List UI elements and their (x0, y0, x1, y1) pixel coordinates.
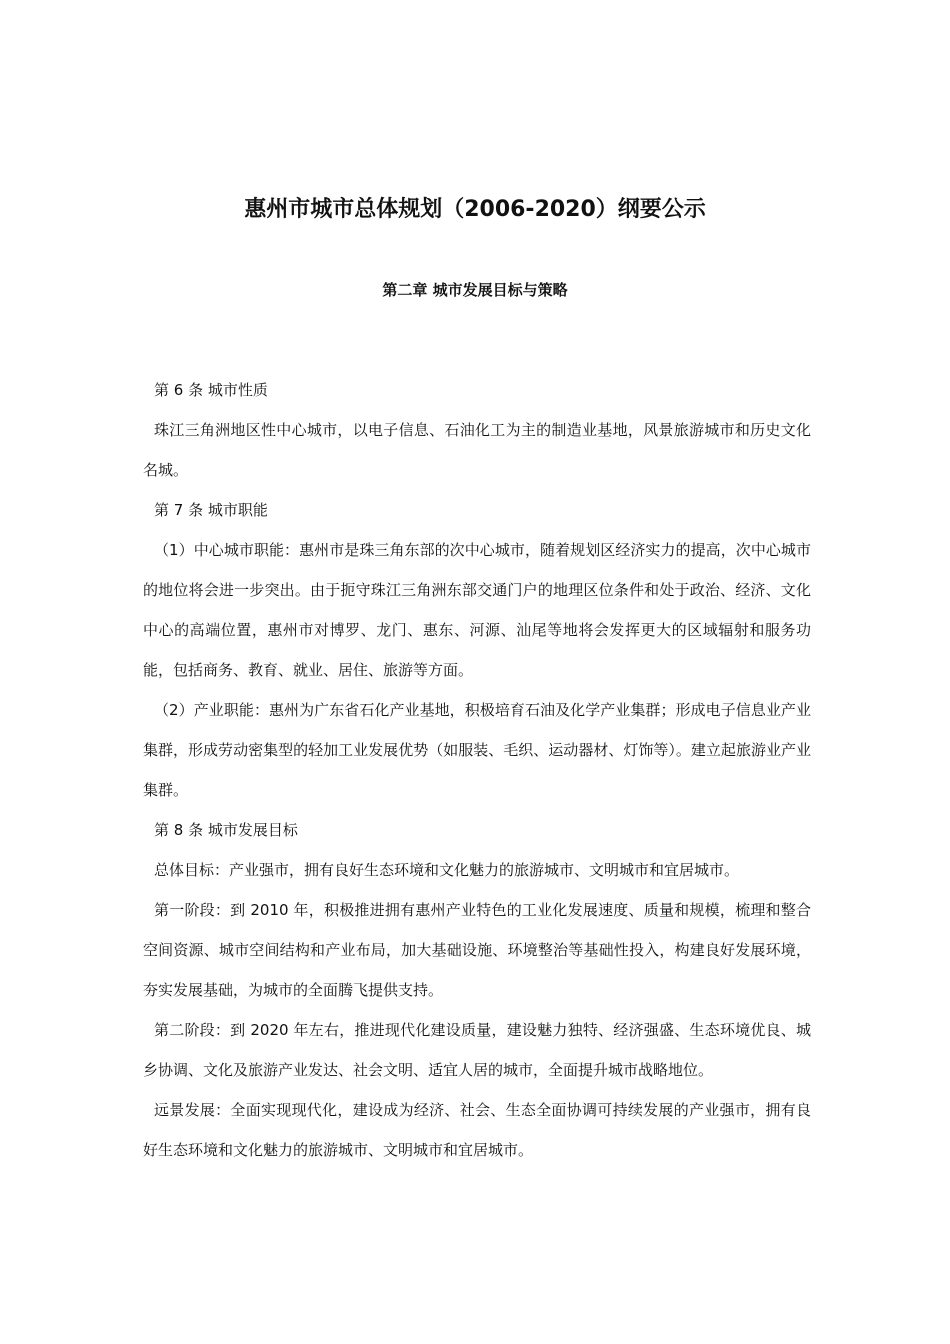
article-8-heading: 第 8 条 城市发展目标 (154, 821, 298, 839)
article-7-item-2: （2）产业职能：惠州为广东省石化产业基地，积极培育石油及化学产业集群；形成电子信息业产业集群，形成劳动密集型的轻加工业发展优势（如服装、毛织、运动器材、灯饰等）。建立起旅游业产业集群。 (143, 701, 811, 799)
article-8-overall-goal: 总体目标：产业强市，拥有良好生态环境和文化魅力的旅游城市、文明城市和宜居城市。 (154, 861, 740, 879)
article-6-heading: 第 6 条 城市性质 (154, 381, 268, 399)
chapter-title: 第二章 城市发展目标与策略 (382, 281, 568, 299)
document-title: 惠州市城市总体规划（2006-2020）纲要公示 (244, 197, 706, 222)
document-body (143, 370, 811, 1170)
article-8-stage-2: 第二阶段：到 2020 年左右，推进现代化建设质量，建设魅力独特、经济强盛、生态环境优良、城乡协调、文化及旅游产业发达、社会文明、适宜人居的城市，全面提升城市战略地位。 (143, 1021, 811, 1079)
article-7-heading: 第 7 条 城市职能 (154, 501, 268, 519)
article-8-long-term: 远景发展：全面实现现代化，建设成为经济、社会、生态全面协调可持续发展的产业强市，拥有良好生态环境和文化魅力的旅游城市、文明城市和宜居城市。 (143, 1101, 811, 1159)
article-6-text: 珠江三角洲地区性中心城市，以电子信息、石油化工为主的制造业基地，风景旅游城市和历史文化名城。 (143, 421, 811, 479)
article-7-item-1: （1）中心城市职能：惠州市是珠三角东部的次中心城市，随着规划区经济实力的提高，次中心城市的地位将会进一步突出。由于扼守珠江三角洲东部交通门户的地理区位条件和处于政治、经济、文化中心的高端位置，惠州市对博罗、龙门、惠东、河源、汕尾等地将会发挥更大的区域辐射和服务功能，包括商务、教育、就业、居住、旅游等方面。 (143, 541, 811, 679)
article-8-stage-1: 第一阶段：到 2010 年，积极推进拥有惠州产业特色的工业化发展速度、质量和规模，梳理和整合空间资源、城市空间结构和产业布局，加大基础设施、环境整治等基础性投入，构建良好发展环境，夯实发展基础，为城市的全面腾飞提供支持。 (143, 901, 811, 999)
